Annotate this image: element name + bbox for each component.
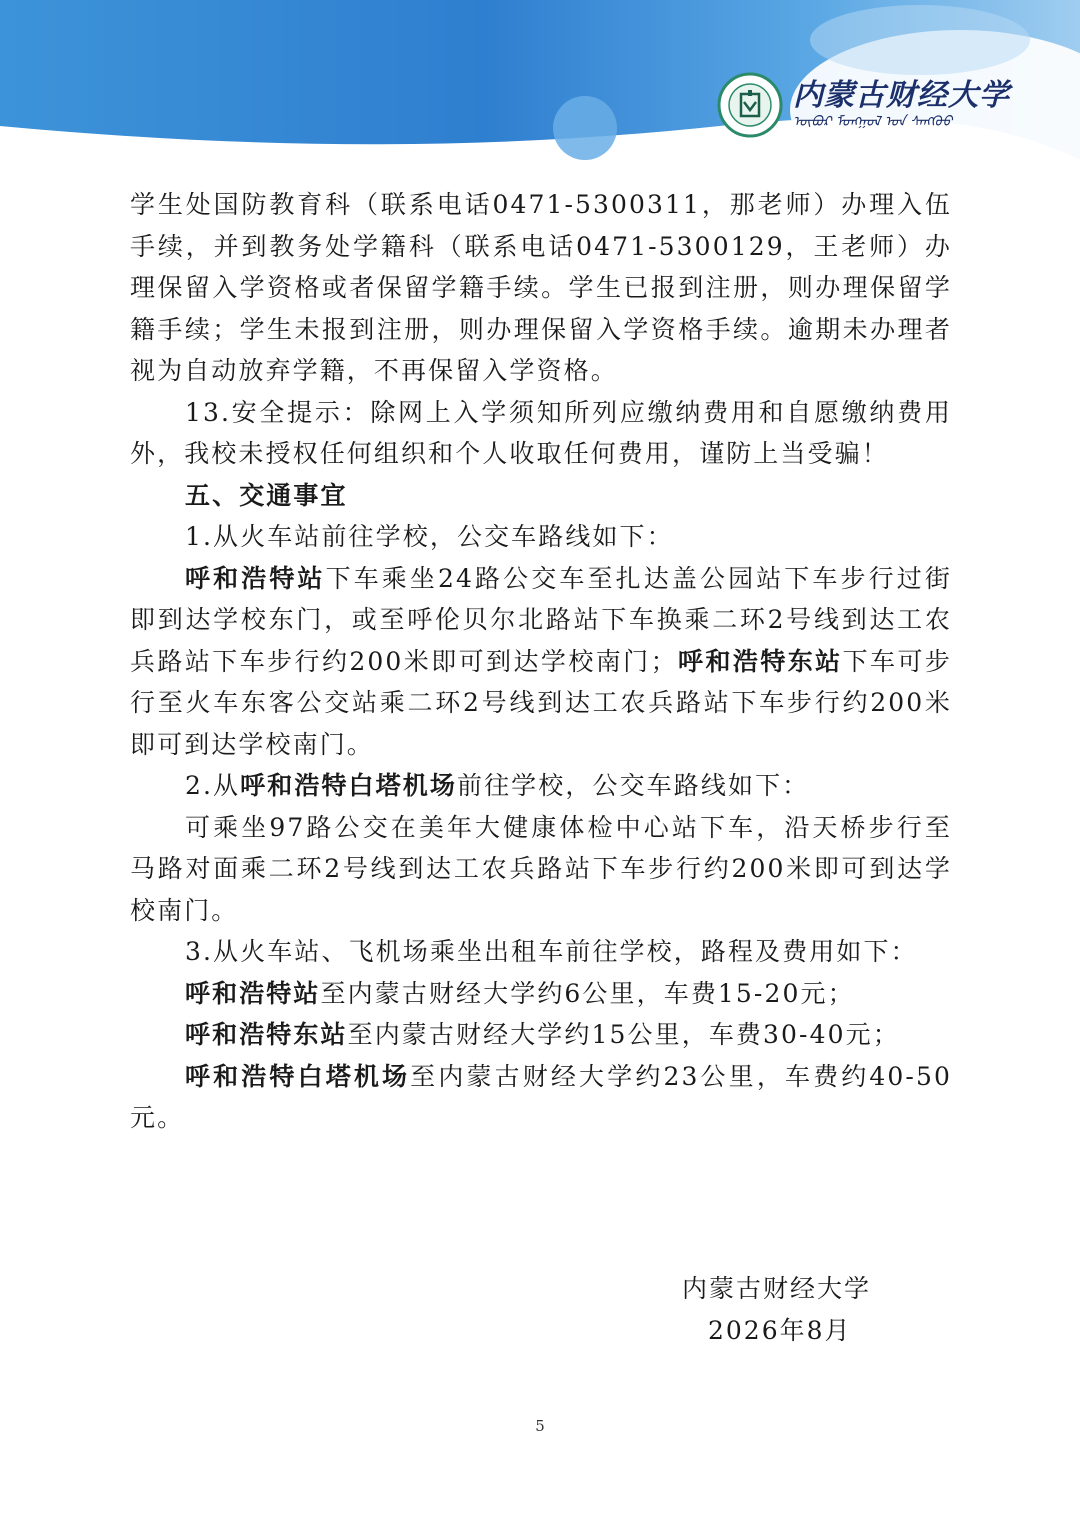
header-banner bbox=[0, 0, 1080, 175]
section-heading-transport: 五、交通事宜 bbox=[185, 480, 348, 510]
signature-date: 2026年8月 bbox=[708, 1316, 852, 1345]
signature-org: 内蒙古财经大学 bbox=[682, 1274, 872, 1303]
station-name: 呼和浩特站 bbox=[185, 563, 326, 593]
signature-block bbox=[682, 1268, 871, 1352]
page-number: 5 bbox=[535, 1417, 545, 1435]
station-name: 呼和浩特东站 bbox=[677, 646, 843, 676]
paragraph-taxi-intro: 3.从火车站、飞机场乘坐出租车前往学校，路程及费用如下： bbox=[185, 937, 918, 966]
document-body bbox=[130, 184, 952, 1139]
taxi-item-east-station bbox=[130, 1014, 952, 1056]
taxi-item-station bbox=[130, 973, 952, 1015]
intro-text: 2.从 bbox=[185, 771, 241, 800]
station-name: 呼和浩特站 bbox=[185, 978, 321, 1008]
taxi-item-airport bbox=[130, 1056, 952, 1139]
airport-name: 呼和浩特白塔机场 bbox=[240, 771, 457, 800]
route-text: 下车可步行至火车东客公交站乘二环2号线到达工农兵路站下车步行约200米即可到达学校南门。 bbox=[130, 646, 952, 759]
station-name: 呼和浩特东站 bbox=[185, 1020, 348, 1049]
logo-chinese-name: 内蒙古财经大学 bbox=[793, 78, 1010, 113]
taxi-fare-text: 至内蒙古财经大学约23公里，车费约40-50元。 bbox=[130, 1061, 952, 1132]
taxi-fare-text: 至内蒙古财经大学约6公里，车费15-20元； bbox=[320, 978, 855, 1008]
paragraph-safety-notice: 13.安全提示：除网上入学须知所列应缴纳费用和自愿缴纳费用外，我校未授权任何组织和个人收取任何费用，谨防上当受骗！ bbox=[130, 397, 952, 468]
taxi-fare-text: 至内蒙古财经大学约15公里，车费30-40元； bbox=[347, 1020, 900, 1049]
logo-mongolian-name: ᠥᠪᠥᠷ ᠮᠣᠩᠭᠣᠯ ᠤᠨ ᠰᠠᠩᠬᠦᠦ bbox=[793, 114, 953, 130]
airport-name: 呼和浩特白塔机场 bbox=[185, 1061, 411, 1091]
university-seal-icon bbox=[717, 72, 783, 138]
intro-text: 前往学校，公交车路线如下： bbox=[456, 771, 810, 800]
route-text: 下车乘坐24路公交车至扎达盖公园站下车步行过街即到达学校东门，或至呼伦贝尔北路站下车换乘二环2号线到达工农兵路站下车步行约200米即可到达学校南门； bbox=[130, 563, 952, 676]
university-logo bbox=[717, 70, 1010, 140]
paragraph-train-bus-route bbox=[130, 558, 952, 766]
paragraph-train-bus-intro: 1.从火车站前往学校，公交车路线如下： bbox=[185, 522, 674, 551]
paragraph-airport-bus-route: 可乘坐97路公交在美年大健康体检中心站下车，沿天桥步行至马路对面乘二环2号线到达工农兵路站下车步行约200米即可到达学校南门。 bbox=[130, 812, 952, 925]
paragraph-airport-bus-intro bbox=[130, 765, 952, 807]
paragraph-enlistment: 学生处国防教育科（联系电话0471-5300311，那老师）办理入伍手续，并到教务处学籍科（联系电话0471-5300129，王老师）办理保留入学资格或者保留学籍手续。学生已报到注册，则办理保留学籍手续；学生未报到注册，则办理保留入学资格手续。逾期未办理者视为自动放弃学籍，不再保留入学资格。 bbox=[130, 190, 952, 385]
